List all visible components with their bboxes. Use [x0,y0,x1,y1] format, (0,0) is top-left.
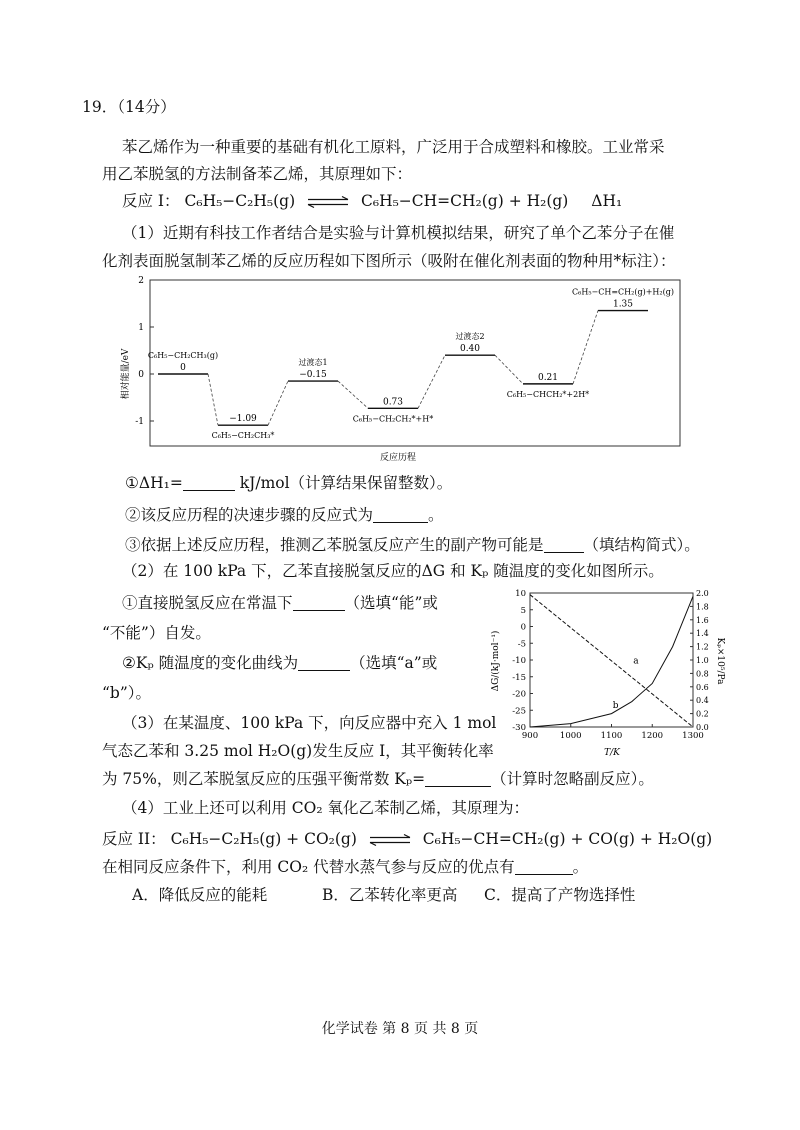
q1-b-suffix: 。 [428,506,444,524]
reaction-1 [122,190,622,212]
dg-right-tick-label: 1.4 [696,629,709,639]
part-3-line-1: （3）在某温度、100 kPa 下，向反应器中充入 1 mol [122,714,497,732]
option-a[interactable]: A．降低反应的能耗 [132,886,268,904]
dg-left-tick-label: -15 [512,672,526,683]
dg-left-tick-label: 0 [520,622,526,633]
q2-a-suffix: （选填“能”或 [344,594,438,612]
q1-b [125,504,444,526]
energy-connector [495,355,523,384]
reaction-1-label: 反应 I： [122,192,180,210]
energy-connector [268,381,288,425]
dg-right-tick-label: 0.4 [696,696,709,706]
energy-profile-chart [118,276,690,466]
part-3-line-2: 气态乙苯和 3.25 mol H₂O(g)发生反应 I，其平衡转化率 [102,742,494,760]
dg-kp-chart [480,585,725,765]
q1-b-prefix: ②该反应历程的决速步骤的反应式为 [125,506,374,524]
energy-species-label: C₆H₅−CHCH₂*+2H* [506,389,590,399]
q2-a-prefix: ①直接脱氢反应在常温下 [122,594,293,612]
energy-value-label: 0.40 [459,344,481,355]
energy-y-tick-label: 1 [138,323,144,333]
q2-b-prefix: ②Kₚ 随温度的变化曲线为 [122,654,299,672]
energy-connector [418,355,445,408]
energy-connector [338,381,368,408]
dg-x-tick-label: 1000 [559,731,582,741]
dg-series-label-a: a [633,656,639,667]
page-footer: 化学试卷 第 8 页 共 8 页 [321,1021,479,1037]
equilibrium-arrow-icon [306,196,350,208]
dg-y-left-label: ΔG/(kJ·mol⁻¹) [491,630,501,692]
dg-right-tick-label: 1.8 [696,602,709,612]
dg-left-tick-label: -10 [512,656,526,666]
reaction-1-enthalpy: ΔH₁ [591,192,623,210]
option-c[interactable]: C．提高了产物选择性 [484,886,636,904]
dg-y-right-label: Kₚ×10⁵/Pa [715,637,725,685]
energy-species-label: C₆H₅−CH₂CH₂*+H* [352,414,434,424]
dg-right-tick-label: 0.8 [696,669,709,679]
reaction-2-label: 反应 II： [102,830,166,848]
q4-answer-blank[interactable] [515,858,573,875]
energy-y-tick-label: 0 [138,370,144,380]
dg-right-tick-label: 0.6 [696,682,709,692]
q2-b-line-2: “b”）。 [102,684,152,702]
part-1-line-1: （1）近期有科技工作者结合是实验与计算机模拟结果，研究了单个乙苯分子在催 [122,224,675,242]
reaction-1-products: C₆H₅−CH=CH₂(g) + H₂(g) [361,192,569,210]
dg-right-tick-label: 1.0 [696,656,709,665]
question-number: 19．（14分） [82,98,176,116]
q1-c-answer-blank[interactable] [544,536,584,553]
reaction-1-reactants: C₆H₅−C₂H₅(g) [184,192,296,210]
q1-a-prefix: ①ΔH₁= [125,474,183,492]
q2-b-answer-blank[interactable] [298,654,350,671]
energy-species-label: C₆H₅−CH=CH₂(g)+H₂(g) [572,287,674,297]
part-3-line-3 [102,768,654,790]
energy-value-label: 0.21 [537,372,559,383]
q1-b-answer-blank[interactable] [373,506,428,523]
dg-right-tick-label: 0.0 [696,723,709,732]
dg-left-tick-label: -30 [512,723,526,733]
option-b[interactable]: B．乙苯转化率更高 [322,886,458,904]
dg-x-tick-label: 900 [521,731,539,741]
intro-line-2: 用乙苯脱氢的方法制备苯乙烯，其原理如下： [102,165,413,183]
energy-value-label: 0.73 [382,397,404,408]
part-3-suffix: （计算时忽略副反应）。 [491,770,654,788]
dg-x-label: T/K [604,748,620,758]
energy-connector [208,374,218,425]
dg-left-tick-label: -5 [517,639,526,650]
q2-a-answer-blank[interactable] [293,594,345,611]
dg-right-tick-label: 1.2 [696,642,709,652]
dg-x-tick-label: 1300 [682,731,704,741]
dg-left-tick-label: 5 [520,605,526,616]
reaction-2-products: C₆H₅−CH=CH₂(g) + CO(g) + H₂O(g) [422,830,713,848]
q2-a-line-2: “不能”）自发。 [102,624,211,642]
energy-species-label: C₆H₅−CH₂CH₃* [211,431,275,441]
dg-x-tick-label: 1200 [641,731,664,741]
dg-right-tick-label: 2.0 [696,589,709,598]
dg-x-tick-label: 1100 [600,731,623,741]
q1-c-suffix: （填结构简式）。 [583,536,700,554]
reaction-2-reactants: C₆H₅−C₂H₅(g) + CO₂(g) [170,830,357,848]
q1-c [125,534,700,556]
q1-a [125,472,452,494]
energy-x-label: 反应历程 [379,453,417,463]
dg-series-label-b: b [612,701,619,712]
q1-a-suffix: kJ/mol（计算结果保留整数）。 [234,474,453,492]
q2-b-suffix: （选填“a”或 [350,654,438,672]
intro-line-1: 苯乙烯作为一种重要的基础有机化工原料，广泛用于合成塑料和橡胶。工业常采 [122,138,665,156]
part-4-prefix: 在相同反应条件下，利用 CO₂ 代替水蒸气参与反应的优点有 [102,858,515,876]
energy-value-label: 0 [180,363,186,373]
part-4-line: （4）工业上还可以利用 CO₂ 氧化乙苯制乙烯，其原理为： [122,799,529,817]
part-3-prefix: 为 75%，则乙苯脱氢反应的压强平衡常数 Kₚ= [102,770,426,788]
energy-value-label: −0.15 [299,370,327,381]
q1-c-prefix: ③依据上述反应历程，推测乙苯脱氢反应产生的副产物可能是 [125,536,544,554]
dg-chart-frame [530,593,693,727]
energy-species-label: C₆H₅−CH₂CH₃(g) [147,351,219,360]
energy-y-label: 相对能量/eV [121,348,131,400]
dg-right-tick-label: 0.2 [696,709,709,719]
energy-value-label: −1.09 [229,414,257,425]
equilibrium-arrow-icon [368,834,412,846]
part-2-line: （2）在 100 kPa 下，乙苯直接脱氢反应的ΔG 和 Kₚ 随温度的变化如图所示。 [122,562,664,580]
part-1-line-2: 化剂表面脱氢制苯乙烯的反应历程如下图所示（吸附在催化剂表面的物种用*标注）： [102,252,676,270]
energy-connector [573,311,598,384]
energy-y-tick-label: 2 [138,276,144,286]
energy-species-label: 过渡态2 [455,332,485,342]
q2-a [122,592,438,614]
energy-value-label: 1.35 [612,299,634,310]
dg-right-tick-label: 1.6 [696,615,709,625]
part-4-suffix: 。 [572,858,589,876]
part-4-line-2 [102,856,588,878]
energy-species-label: 过渡态1 [298,358,328,368]
dg-left-tick-label: 10 [515,589,526,599]
reaction-2 [102,828,712,850]
dg-left-tick-label: -25 [512,706,526,717]
dg-left-tick-label: -20 [512,689,526,700]
energy-y-tick-label: -1 [135,417,144,427]
q1-a-answer-blank[interactable] [183,474,235,491]
dg-series-a [530,595,693,727]
q2-b [122,652,437,674]
dg-series-b [530,596,693,727]
q3-answer-blank[interactable] [425,770,491,787]
